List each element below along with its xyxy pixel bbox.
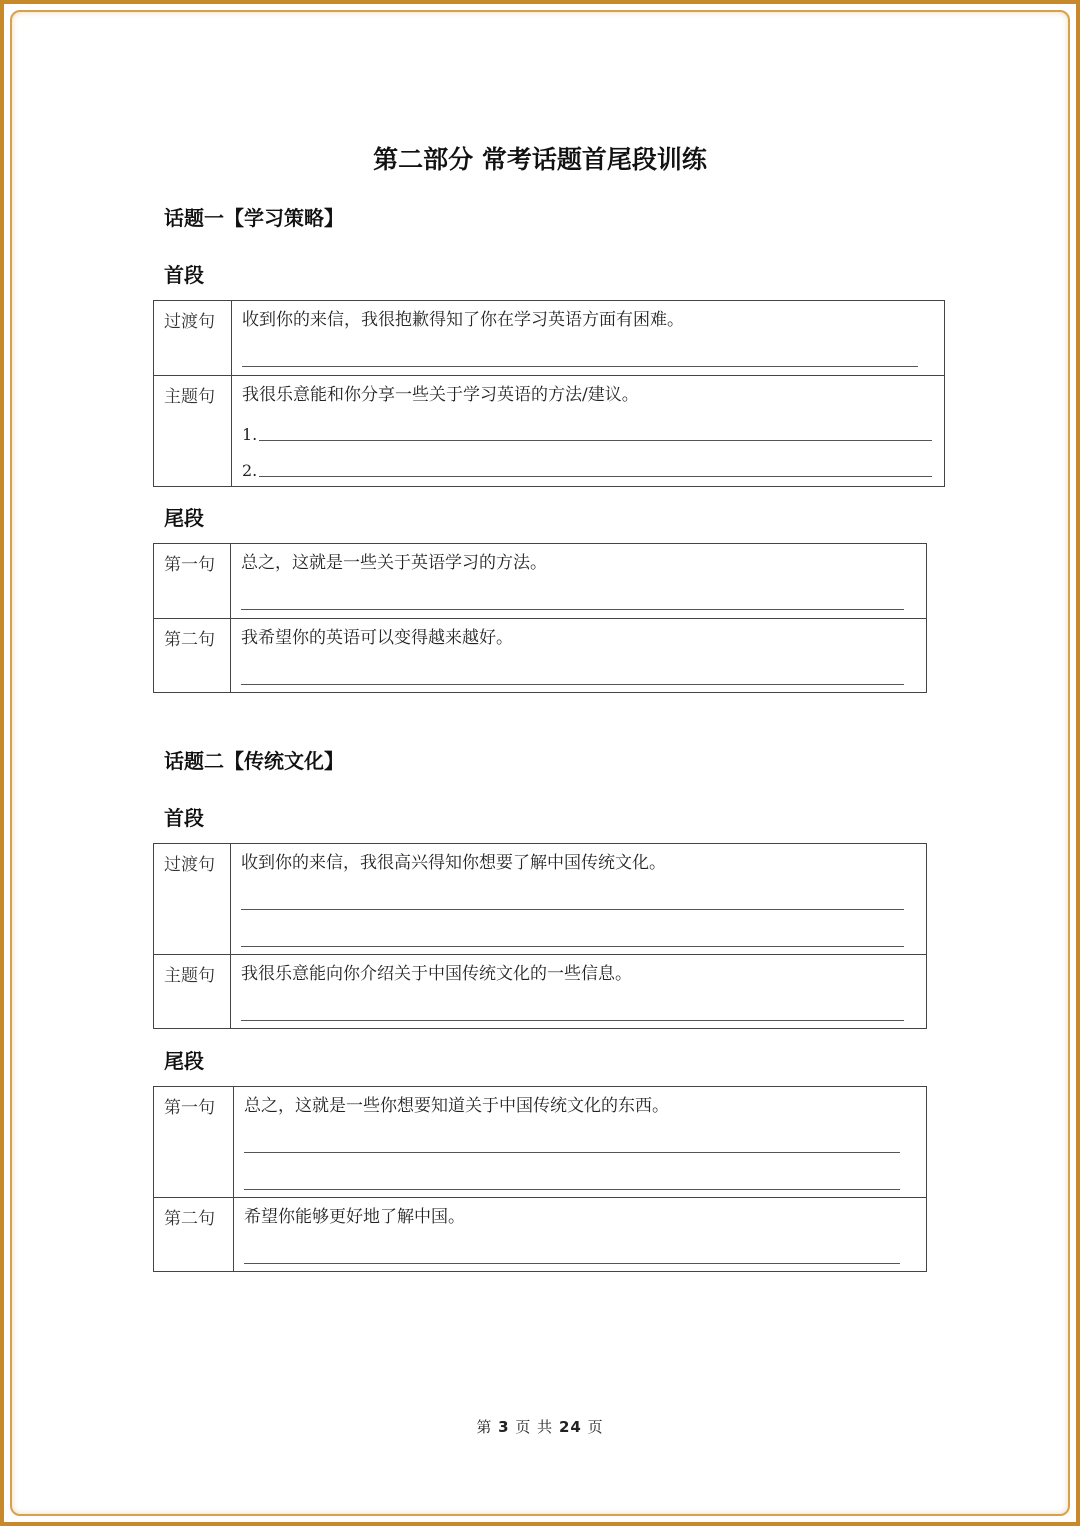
topic-1-closing-label: 尾段	[164, 506, 204, 530]
topic-2-opening-label: 首段	[164, 806, 204, 830]
row-label: 第一句	[154, 544, 231, 619]
row-content	[231, 619, 927, 693]
prompt-text: 我很乐意能和你分享一些关于学习英语的方法/建议。	[242, 385, 639, 405]
prompt-text: 我希望你的英语可以变得越来越好。	[241, 628, 513, 648]
topic-2-opening-table	[153, 843, 927, 1029]
prompt-text: 收到你的来信，我很抱歉得知了你在学习英语方面有困难。	[242, 310, 684, 330]
document-title: 第二部分 常考话题首尾段训练	[373, 145, 707, 174]
item-number: 1.	[242, 425, 258, 444]
footer-suffix: 页	[587, 1418, 604, 1436]
prompt-text: 收到你的来信，我很高兴得知你想要了解中国传统文化。	[241, 853, 666, 873]
row-content	[234, 1198, 927, 1272]
row-content	[231, 955, 927, 1029]
page-footer	[0, 1416, 1080, 1437]
row-label: 第二句	[154, 619, 231, 693]
answer-line[interactable]	[242, 444, 932, 480]
row-content	[232, 301, 945, 376]
row-content	[232, 376, 945, 487]
answer-line[interactable]	[241, 876, 904, 910]
prompt-text: 总之，这就是一些关于英语学习的方法。	[241, 553, 547, 573]
row-label: 第二句	[154, 1198, 234, 1272]
footer-total-pages: 24	[558, 1418, 582, 1436]
topic-2-closing-table	[153, 1086, 927, 1272]
row-label: 过渡句	[154, 844, 231, 955]
footer-page-number: 3	[498, 1418, 510, 1436]
answer-line[interactable]	[242, 408, 932, 444]
answer-line[interactable]	[241, 910, 904, 947]
topic-2-title: 话题二【传统文化】	[164, 749, 344, 773]
topic-1-title: 话题一【学习策略】	[164, 206, 344, 230]
row-label: 第一句	[154, 1087, 234, 1198]
row-content	[234, 1087, 927, 1198]
answer-line[interactable]	[241, 576, 904, 610]
answer-line[interactable]	[244, 1230, 900, 1264]
row-content	[231, 844, 927, 955]
answer-line[interactable]	[241, 651, 904, 685]
answer-line[interactable]	[244, 1119, 900, 1153]
row-label: 主题句	[154, 376, 232, 487]
topic-1-opening-label: 首段	[164, 263, 204, 287]
prompt-text: 我很乐意能向你介绍关于中国传统文化的一些信息。	[241, 964, 632, 984]
answer-line[interactable]	[244, 1153, 900, 1190]
row-label: 过渡句	[154, 301, 232, 376]
footer-prefix: 第	[476, 1418, 493, 1436]
prompt-text: 希望你能够更好地了解中国。	[244, 1207, 465, 1227]
item-number: 2.	[242, 461, 258, 480]
row-content	[231, 544, 927, 619]
answer-line[interactable]	[241, 987, 904, 1021]
footer-middle: 页 共	[515, 1418, 554, 1436]
topic-1-opening-table	[153, 300, 945, 487]
answer-line[interactable]	[242, 333, 918, 367]
topic-1-closing-table	[153, 543, 927, 693]
prompt-text: 总之，这就是一些你想要知道关于中国传统文化的东西。	[244, 1096, 669, 1116]
row-label: 主题句	[154, 955, 231, 1029]
topic-2-closing-label: 尾段	[164, 1049, 204, 1073]
